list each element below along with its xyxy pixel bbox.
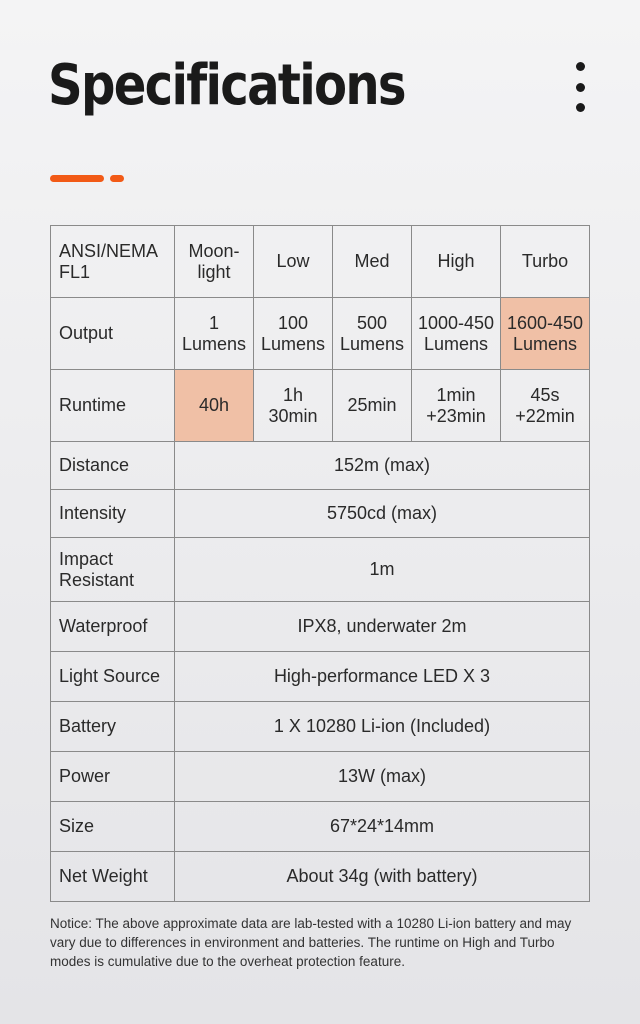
more-vertical-icon[interactable] (568, 62, 592, 112)
table-row-power (51, 752, 590, 802)
page-title: Specifications (48, 53, 405, 118)
row-value: 67*24*14mm (175, 802, 590, 852)
notice-text: Notice: The above approximate data are lab-tested with a 10280 Li-ion battery and may vary due to differences in environment and batteries. The runtime on High and Turbo modes is cumulative due to the overheat protection feature. (50, 916, 572, 969)
table-row-waterproof (51, 602, 590, 652)
table-row-modes (51, 226, 590, 298)
mode-turbo: Turbo (501, 226, 590, 298)
table-row-net-weight (51, 852, 590, 902)
output-low: 100 Lumens (254, 298, 333, 370)
table-row-size (51, 802, 590, 852)
runtime-moonlight: 40h (175, 370, 254, 442)
accent-bar-long (50, 175, 104, 182)
row-label: Intensity (51, 490, 175, 538)
row-label: Waterproof (51, 602, 175, 652)
output-turbo: 1600-450 Lumens (501, 298, 590, 370)
table-row-runtime (51, 370, 590, 442)
runtime-high: 1min +23min (412, 370, 501, 442)
specifications-table (50, 225, 590, 902)
table-row-intensity (51, 490, 590, 538)
row-value: 5750cd (max) (175, 490, 590, 538)
table-row-distance (51, 442, 590, 490)
output-moonlight: 1 Lumens (175, 298, 254, 370)
menu-dot (576, 62, 585, 71)
row-value: High-performance LED X 3 (175, 652, 590, 702)
table-row-battery (51, 702, 590, 752)
mode-high: High (412, 226, 501, 298)
runtime-med: 25min (333, 370, 412, 442)
table-row-light-source (51, 652, 590, 702)
row-label: Runtime (51, 370, 175, 442)
mode-med: Med (333, 226, 412, 298)
row-value: 13W (max) (175, 752, 590, 802)
row-label: Power (51, 752, 175, 802)
output-high: 1000-450 Lumens (412, 298, 501, 370)
row-label: Battery (51, 702, 175, 752)
row-label: Light Source (51, 652, 175, 702)
row-value: IPX8, underwater 2m (175, 602, 590, 652)
table-row-impact-resistant (51, 538, 590, 602)
row-label: Size (51, 802, 175, 852)
runtime-low: 1h 30min (254, 370, 333, 442)
table-row-output (51, 298, 590, 370)
row-label: Output (51, 298, 175, 370)
accent-bar-short (110, 175, 124, 182)
output-med: 500 Lumens (333, 298, 412, 370)
corner-label: ANSI/NEMA FL1 (51, 226, 175, 298)
runtime-turbo: 45s +22min (501, 370, 590, 442)
row-label: Distance (51, 442, 175, 490)
row-value: About 34g (with battery) (175, 852, 590, 902)
row-label: Impact Resistant (51, 538, 175, 602)
row-value: 1m (175, 538, 590, 602)
menu-dot (576, 103, 585, 112)
mode-moonlight: Moon- light (175, 226, 254, 298)
menu-dot (576, 83, 585, 92)
mode-low: Low (254, 226, 333, 298)
row-label: Net Weight (51, 852, 175, 902)
row-value: 152m (max) (175, 442, 590, 490)
row-value: 1 X 10280 Li-ion (Included) (175, 702, 590, 752)
